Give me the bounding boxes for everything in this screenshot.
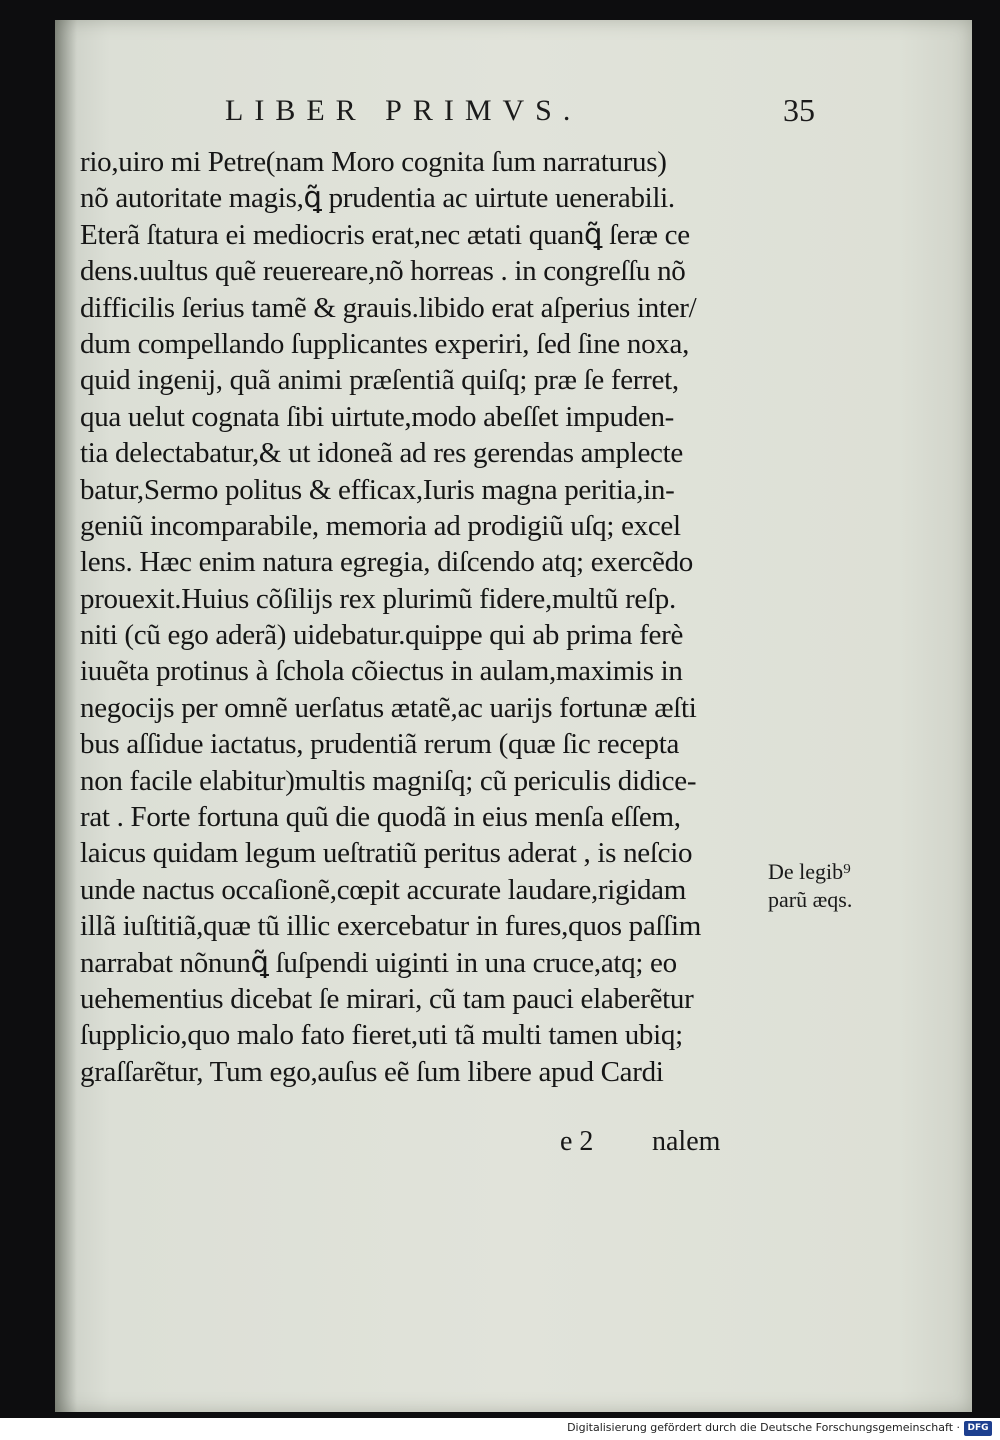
marginal-note-line: De legib⁹ xyxy=(768,859,851,884)
text-line: Eterã ſtatura ei mediocris erat,nec ætati quanꝗ̃ ſeræ ce xyxy=(80,218,690,251)
text-line: dum compellando ſupplicantes experiri, ſed ſine noxa, xyxy=(80,327,690,360)
text-line: lens. Hæc enim natura egregia, diſcendo atq; exercẽdo xyxy=(80,546,693,579)
text-line: rio,uiro mi Petre(nam Moro cognita ſum narraturus) xyxy=(80,146,667,178)
text-line: nõ autoritate magis,ꝗ̃ prudentia ac uirtute uenerabili. xyxy=(80,182,675,215)
text-line: difficilis ſerius tamẽ & grauis.libido erat aſperius inter/ xyxy=(80,291,697,324)
text-line: geniũ incomparabile, memoria ad prodigiũ uſq; excel xyxy=(80,509,681,542)
marginal-note-line: parũ æqs. xyxy=(768,887,853,912)
text-line: non facile elabitur)multis magniſq; cũ periculis didice- xyxy=(80,764,697,797)
text-line: ſupplicio,quo malo fato fieret,uti tã multi tamen ubiq; xyxy=(80,1019,683,1052)
text-line: rat . Forte fortuna quũ die quodã in eius menſa eſſem, xyxy=(80,801,681,834)
folio-number: 35 xyxy=(783,92,815,128)
page-header xyxy=(165,78,815,128)
text-line: qua uelut cognata ſibi uirtute,modo abeſſet impuden- xyxy=(80,400,675,433)
signature-mark: e 2 xyxy=(560,1126,594,1157)
page-foot xyxy=(560,1126,820,1162)
catchword: nalem xyxy=(652,1126,721,1157)
text-line: iuuẽta protinus à ſchola cõiectus in aulam,maximis in xyxy=(80,655,683,688)
marginal-note xyxy=(768,858,898,914)
text-line: tia delectabatur,& ut idoneã ad res gerendas amplecte xyxy=(80,437,683,470)
running-head: LIBER PRIMVS. xyxy=(225,94,582,127)
text-line: uehementius dicebat ſe mirari, cũ tam pauci elaberẽtur xyxy=(80,982,694,1015)
dfg-logo: DFG xyxy=(964,1421,992,1436)
text-line: illã iuſtitiã,quæ tũ illic exercebatur in fures,quos paſſim xyxy=(80,910,701,943)
text-line: quid ingenij, quã animi præſentiã quiſq; præ ſe ferret, xyxy=(80,364,679,397)
text-line: bus aſſidue iactatus, prudentiã rerum (quæ ſic recepta xyxy=(80,728,680,761)
text-line: prouexit.Huius cõſilijs rex plurimũ fidere,multũ reſp. xyxy=(80,582,676,615)
digitization-footer xyxy=(0,1418,1000,1440)
text-line: narrabat nõnunꝗ̃ ſuſpendi uiginti in una cruce,atq; eo xyxy=(80,946,677,979)
gutter-shadow xyxy=(55,20,77,1412)
text-line: niti (cũ ego aderã) uidebatur.quippe qui ab prima ferè xyxy=(80,619,684,652)
text-line: graſſarẽtur, Tum ego,auſus eẽ ſum libere apud Cardi xyxy=(80,1055,664,1088)
main-text-block xyxy=(80,144,770,1090)
text-line: dens.uultus quẽ reuereare,nõ horreas . in congreſſu nõ xyxy=(80,255,686,288)
footer-credit: Digitalisierung gefördert durch die Deutsche Forschungsgemeinschaft · xyxy=(567,1421,960,1434)
text-line: negocijs per omnẽ uerſatus ætatẽ,ac uarijs fortunæ æſti xyxy=(80,691,697,724)
text-line: batur,Sermo politus & efficax,Iuris magna peritia,in- xyxy=(80,473,675,506)
text-line: laicus quidam legum ueſtratiũ peritus aderat , is neſcio xyxy=(80,837,693,870)
text-line: unde nactus occaſionẽ,cœpit accurate laudare,rigidam xyxy=(80,873,686,906)
